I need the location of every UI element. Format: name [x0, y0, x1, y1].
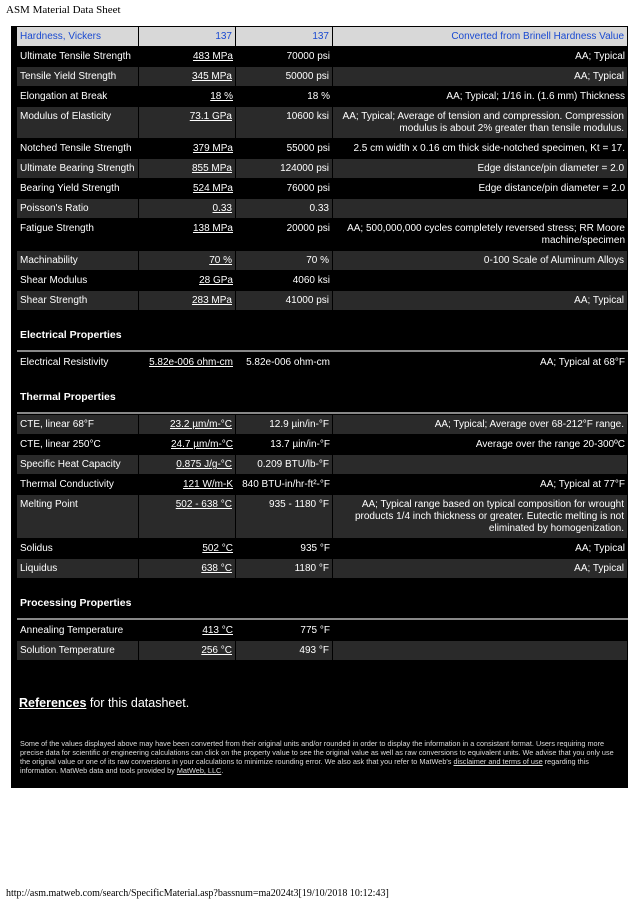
property-row	[17, 270, 628, 290]
english-value: 0.33	[236, 199, 333, 218]
metric-value[interactable]: 855 MPa	[139, 159, 236, 178]
property-name: Modulus of Elasticity	[17, 107, 139, 138]
property-row	[17, 158, 628, 178]
english-value: 4060 ksi	[292, 275, 330, 286]
property-comment: AA; 500,000,000 cycles completely reversed stress; RR Moore machine/specimen	[347, 223, 625, 246]
english-value: 137	[236, 27, 333, 46]
property-name: Solution Temperature	[17, 641, 139, 660]
footer-url: http://asm.matweb.com/search/SpecificMaterial.asp?bassnum=ma2024t3[19/10/2018 10:12:43]	[6, 888, 389, 899]
english-value: 13.7 µin/in-°F	[270, 439, 330, 450]
property-comment: Edge distance/pin diameter = 2.0	[333, 159, 628, 178]
property-row	[17, 26, 628, 46]
metric-value[interactable]: 18 %	[210, 91, 233, 102]
property-row	[17, 138, 628, 158]
disclaimer-part-1: Some of the values displayed above may have been converted from their original units and/or rounded in order to display the information in a consistant format. Users requiring more precise data for scientific or engineering calculations can click on the property value to see the original value as well as raw conversions to equivalent units. We advise that you only use the original value or one of its raw conversions in your calculations to minimize rounding error. We also ask that you refer to MatWeb's	[20, 739, 614, 766]
property-name: Machinability	[17, 251, 139, 270]
property-name: Liquidus	[17, 559, 139, 578]
property-row	[17, 178, 628, 198]
property-name: Shear Modulus	[20, 275, 88, 286]
processing-section	[17, 578, 628, 660]
property-name: Poisson's Ratio	[17, 199, 139, 218]
property-row	[17, 198, 628, 218]
mechanical-properties	[17, 26, 628, 310]
property-row	[17, 46, 628, 66]
property-row	[17, 106, 628, 138]
property-comment	[333, 199, 628, 218]
property-row	[17, 538, 628, 558]
property-comment: Edge distance/pin diameter = 2.0	[478, 183, 625, 194]
property-name: Ultimate Bearing Strength	[17, 159, 139, 178]
datasheet-panel	[11, 26, 628, 788]
property-row	[17, 454, 628, 474]
english-value: 493 °F	[236, 641, 333, 660]
property-name: Bearing Yield Strength	[20, 183, 120, 194]
english-value: 41000 psi	[236, 291, 333, 310]
property-row	[17, 86, 628, 106]
references-line	[19, 696, 189, 710]
disclaimer-terms-link[interactable]: disclaimer and terms of use	[453, 757, 543, 766]
property-row	[17, 250, 628, 270]
property-comment	[333, 621, 628, 640]
property-name: Electrical Resistivity	[20, 357, 109, 368]
metric-value[interactable]: 138 MPa	[192, 223, 233, 234]
metric-value[interactable]: 524 MPa	[192, 183, 233, 194]
property-name: Tensile Yield Strength	[17, 67, 139, 86]
processing-rows	[17, 620, 628, 660]
metric-value[interactable]: 5.82e-006 ohm-cm	[149, 357, 233, 368]
property-row	[17, 494, 628, 538]
section-title-thermal: Thermal Properties	[20, 391, 116, 403]
english-value: 124000 psi	[236, 159, 333, 178]
property-row	[17, 414, 628, 434]
property-name: Thermal Conductivity	[20, 479, 114, 490]
metric-value[interactable]: 70 %	[139, 251, 236, 270]
metric-value[interactable]: 345 MPa	[139, 67, 236, 86]
thermal-rows	[17, 414, 628, 578]
property-comment	[333, 271, 628, 290]
property-comment: 0-100 Scale of Aluminum Alloys	[333, 251, 628, 270]
property-row	[17, 640, 628, 660]
english-value: 20000 psi	[286, 223, 330, 234]
property-name: Shear Strength	[17, 291, 139, 310]
metric-value[interactable]: 502 - 638 °C	[139, 495, 236, 538]
matweb-link[interactable]: MatWeb, LLC	[176, 766, 222, 775]
metric-value[interactable]: 483 MPa	[192, 51, 233, 62]
property-name: Annealing Temperature	[20, 625, 124, 636]
english-value: 76000 psi	[286, 183, 330, 194]
disclaimer-part-3: .	[221, 766, 224, 775]
disclaimer-text	[20, 739, 618, 775]
metric-value[interactable]: 28 GPa	[199, 275, 233, 286]
property-comment: AA; Typical range based on typical composition for wrought products 1/4 inch thickness or greater. Eutectic melting is not eliminated by homogenization.	[333, 495, 628, 538]
property-comment: 2.5 cm width x 0.16 cm thick side-notched specimen, Kt = 17.	[353, 143, 625, 154]
property-name: CTE, linear 250°C	[20, 439, 101, 450]
english-value: 840 BTU-in/hr-ft²-°F	[242, 479, 330, 490]
property-comment: AA; Typical at 68°F	[540, 357, 625, 368]
english-value: 50000 psi	[236, 67, 333, 86]
english-value: 935 - 1180 °F	[236, 495, 333, 538]
metric-value[interactable]: 121 W/m-K	[182, 479, 233, 490]
property-comment: AA; Typical; 1/16 in. (1.6 mm) Thickness	[446, 91, 625, 102]
property-name: CTE, linear 68°F	[17, 415, 139, 434]
metric-value[interactable]: 502 °C	[202, 543, 233, 554]
property-row	[17, 474, 628, 494]
property-name: Hardness, Vickers	[17, 27, 139, 46]
english-value: 12.9 µin/in-°F	[236, 415, 333, 434]
electrical-section	[17, 310, 628, 372]
references-text: for this datasheet.	[86, 696, 190, 710]
english-value: 70000 psi	[286, 51, 330, 62]
section-title-electrical: Electrical Properties	[20, 329, 122, 341]
property-row	[17, 352, 628, 372]
property-name: Melting Point	[17, 495, 139, 538]
english-value: 775 °F	[300, 625, 330, 636]
metric-value[interactable]: 24.7 µm/m-°C	[171, 439, 233, 450]
metric-value[interactable]: 638 °C	[139, 559, 236, 578]
metric-value[interactable]: 23.2 µm/m-°C	[139, 415, 236, 434]
property-name: Solidus	[20, 543, 53, 554]
property-comment	[333, 455, 628, 474]
english-value: 935 °F	[300, 543, 330, 554]
metric-value[interactable]: 0.875 J/g-°C	[139, 455, 236, 474]
browser-title: ASM Material Data Sheet	[6, 4, 121, 16]
property-row	[17, 434, 628, 454]
property-comment: AA; Typical	[575, 543, 625, 554]
property-name: Specific Heat Capacity	[17, 455, 139, 474]
property-comment	[333, 641, 628, 660]
property-table	[17, 26, 628, 660]
property-row	[17, 620, 628, 640]
property-comment: AA; Typical	[333, 559, 628, 578]
property-row	[17, 218, 628, 250]
property-comment: AA; Typical; Average over 68-212°F range.	[333, 415, 628, 434]
metric-value[interactable]: 283 MPa	[139, 291, 236, 310]
property-name: Ultimate Tensile Strength	[20, 51, 131, 62]
thermal-section	[17, 372, 628, 578]
metric-value[interactable]: 379 MPa	[192, 143, 233, 154]
section-title-processing: Processing Properties	[20, 597, 132, 609]
metric-value[interactable]: 413 °C	[202, 625, 233, 636]
property-comment: AA; Typical	[333, 67, 628, 86]
references-link[interactable]: References	[19, 696, 87, 710]
property-comment: AA; Typical; Average of tension and compression. Compression modulus is about 2% greater than tensile modulus.	[333, 107, 628, 138]
property-comment: Average over the range 20-300ºC	[475, 439, 625, 450]
property-name: Elongation at Break	[20, 91, 108, 102]
english-value: 70 %	[236, 251, 333, 270]
english-value: 10600 ksi	[236, 107, 333, 138]
property-row	[17, 290, 628, 310]
property-comment: AA; Typical	[333, 291, 628, 310]
english-value: 55000 psi	[286, 143, 330, 154]
disclaimer-part-2: regarding this information. MatWeb data and tools provided by	[20, 757, 589, 775]
property-row	[17, 66, 628, 86]
metric-value[interactable]: 0.33	[139, 199, 236, 218]
metric-value[interactable]: 256 °C	[139, 641, 236, 660]
electrical-rows	[17, 352, 628, 372]
english-value: 0.209 BTU/lb-°F	[236, 455, 333, 474]
property-row	[17, 558, 628, 578]
property-comment: AA; Typical at 77°F	[540, 479, 625, 490]
property-comment: Converted from Brinell Hardness Value	[333, 27, 628, 46]
property-comment: AA; Typical	[575, 51, 625, 62]
metric-value[interactable]: 137	[139, 27, 236, 46]
property-name: Notched Tensile Strength	[20, 143, 132, 154]
english-value: 5.82e-006 ohm-cm	[246, 357, 330, 368]
english-value: 18 %	[307, 91, 330, 102]
metric-value[interactable]: 73.1 GPa	[139, 107, 236, 138]
english-value: 1180 °F	[236, 559, 333, 578]
property-name: Fatigue Strength	[20, 223, 94, 234]
